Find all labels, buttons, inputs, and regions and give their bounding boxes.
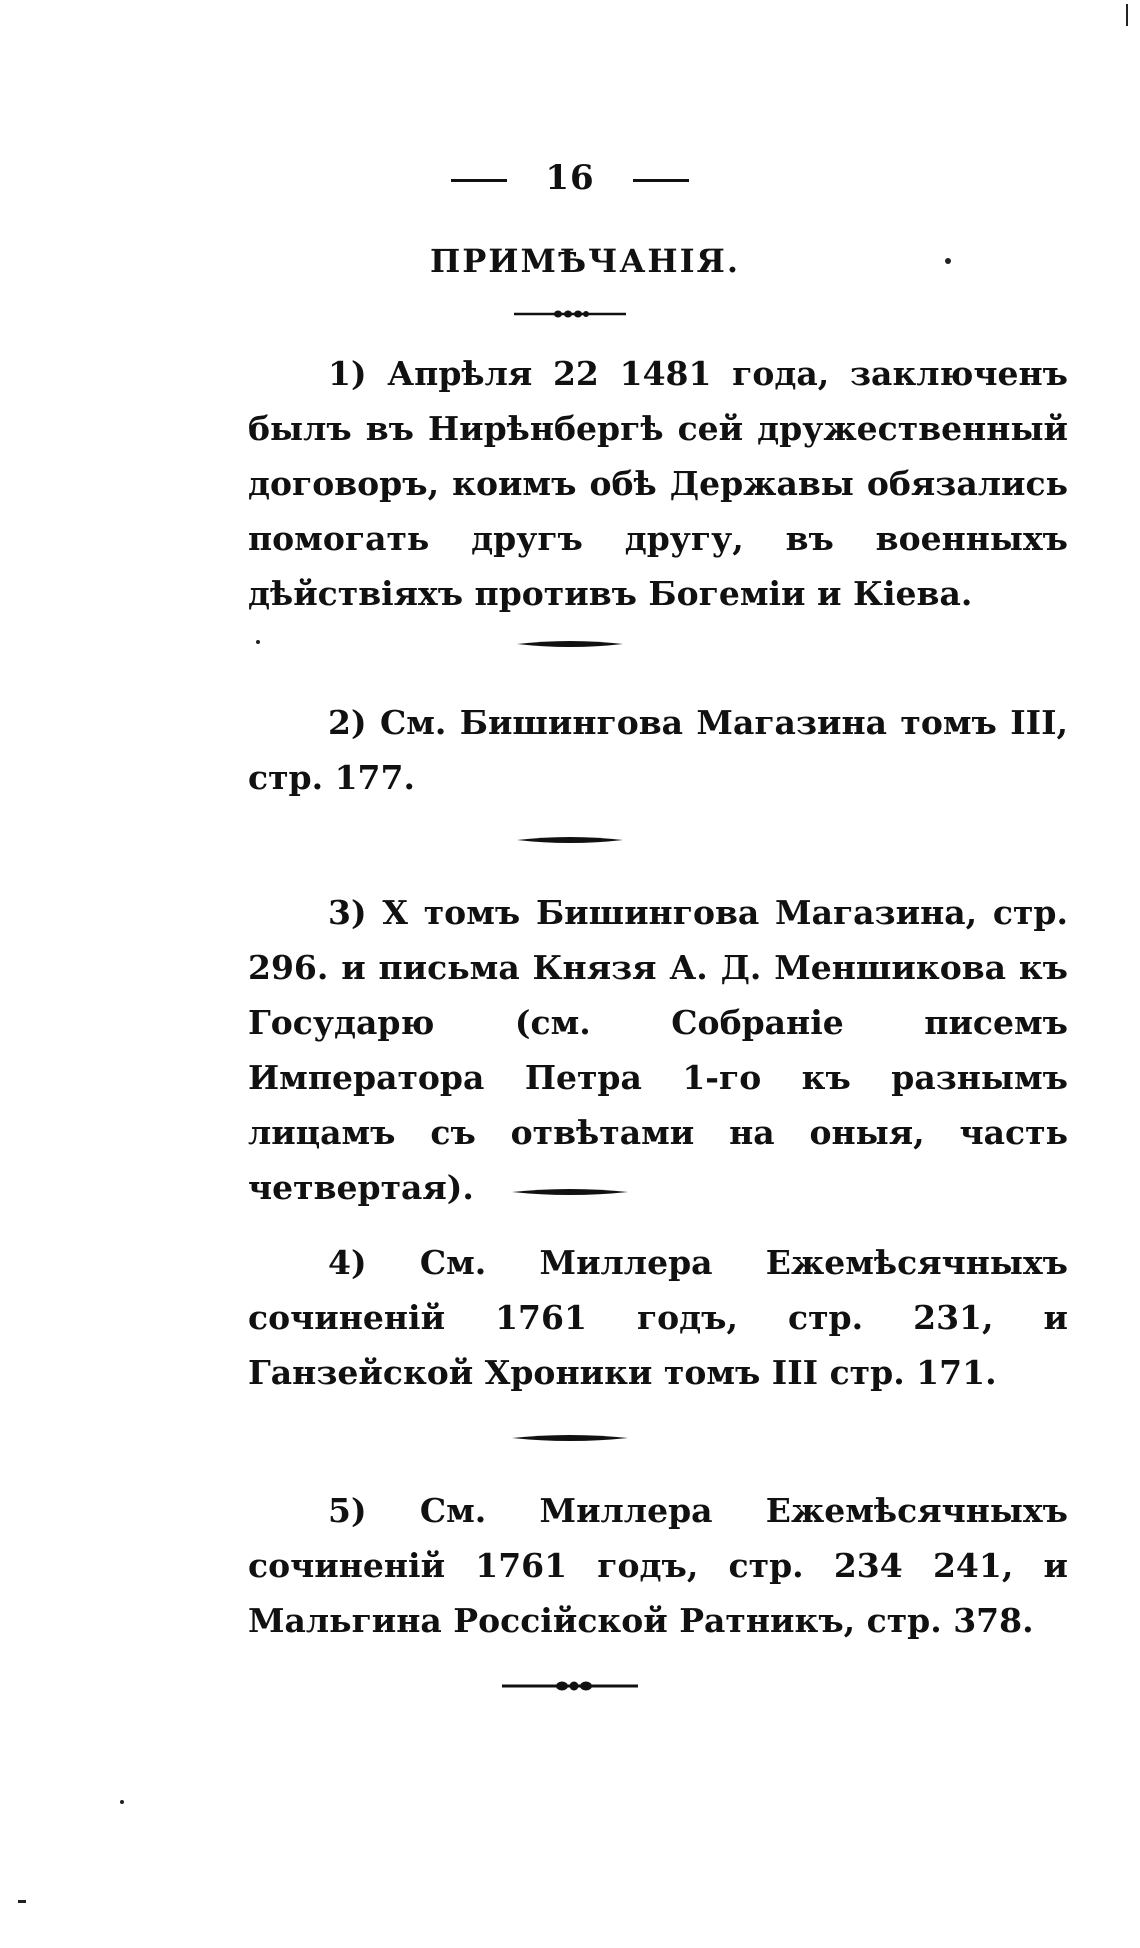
note-4 — [248, 1235, 1068, 1400]
note-divider-2 — [0, 834, 1140, 854]
print-speck — [945, 258, 951, 264]
page-number: 16 — [545, 158, 595, 198]
note-divider-3 — [0, 1186, 1140, 1206]
print-speck — [18, 1900, 26, 1903]
note-divider-1 — [0, 638, 1140, 658]
print-speck — [256, 640, 260, 644]
header-dash-left — [451, 179, 507, 182]
note-2 — [248, 695, 1068, 805]
note-4-text: 4) См. Миллера Ежемѣсячныхъ сочиненій 1761 годъ, стр. 231, и Ганзейской Хроники томъ III стр. 171. — [248, 1243, 1068, 1392]
note-1-text: 1) Апрѣля 22 1481 года, заключенъ былъ въ Нирѣнбергѣ сей дружественный договоръ, коимъ обѣ Державы обязались помогать другъ другу, въ военныхъ дѣйствіяхъ противъ Богеміи и Кіева. — [248, 354, 1068, 613]
page-header — [0, 158, 1140, 198]
section-title: ПРИМѢЧАНІЯ. — [430, 242, 740, 280]
note-divider-4 — [0, 1432, 1140, 1452]
header-dash-right — [633, 179, 689, 182]
note-3-text: 3) X томъ Бишингова Магазина, стр. 296. и письма Князя А. Д. Меншикова къ Государю (см. Собраніе писемъ Императора Петра 1-го къ разнымъ лицамъ съ отвѣтами на оныя, часть четвертая). — [248, 893, 1068, 1207]
note-1 — [248, 346, 1068, 621]
note-2-text: 2) См. Бишингова Магазина томъ III, стр. 177. — [248, 703, 1068, 797]
note-3 — [248, 885, 1068, 1215]
title-ornament — [0, 306, 1140, 326]
print-speck — [120, 1800, 124, 1804]
note-5-text: 5) См. Миллера Ежемѣсячныхъ сочиненій 1761 годъ, стр. 234 241, и Мальгина Россійской Ратникъ, стр. 378. — [248, 1491, 1068, 1640]
end-ornament — [0, 1678, 1140, 1698]
note-5 — [248, 1483, 1068, 1648]
print-speck — [1126, 4, 1128, 26]
